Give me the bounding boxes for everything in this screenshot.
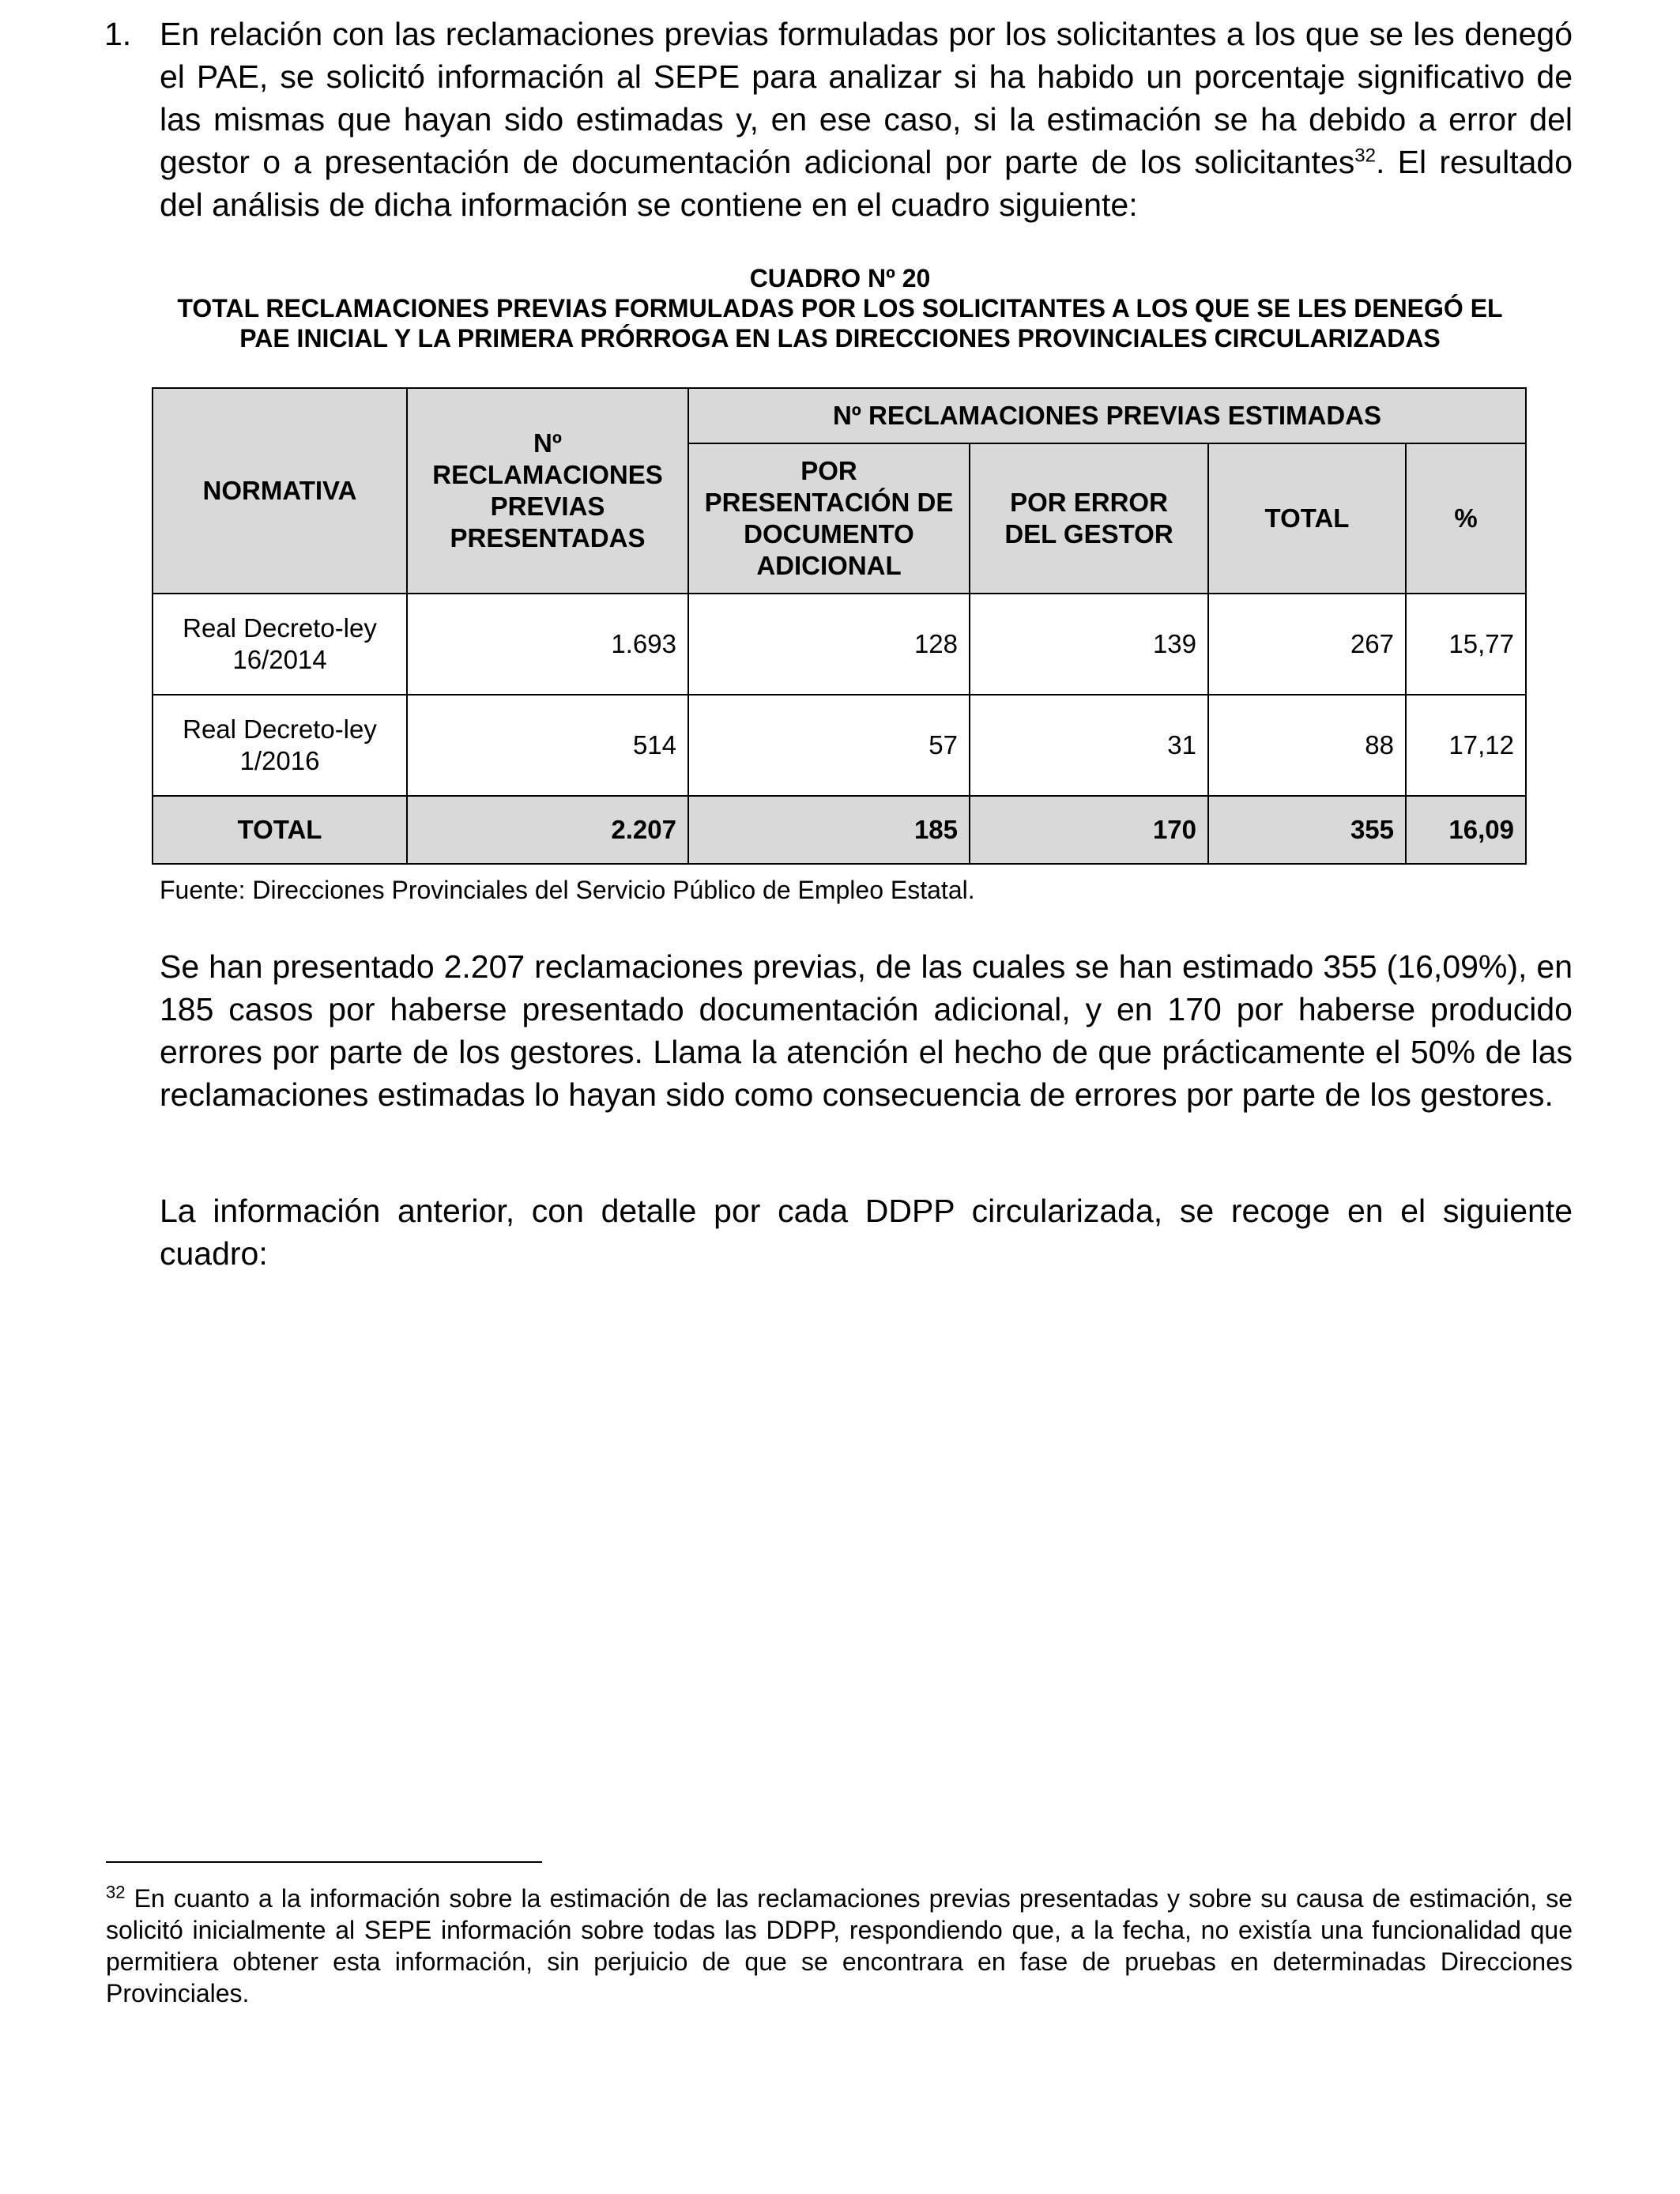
data-table <box>152 387 1527 865</box>
cell-total-total: 355 <box>1208 796 1406 864</box>
total-row <box>153 796 1526 864</box>
intro-text-end: . El resultado del análisis de dicha información se contiene en el cuadro siguiente: <box>160 144 1573 223</box>
cell-normativa: Real Decreto-ley 1/2016 <box>153 695 407 796</box>
header-por-documento: POR PRESENTACIÓN DE DOCUMENTO ADICIONAL <box>688 443 970 594</box>
cell-total-por-documento: 185 <box>688 796 970 864</box>
cell-por-error: 31 <box>970 695 1208 796</box>
cell-por-documento: 128 <box>688 594 970 695</box>
cell-total: 88 <box>1208 695 1406 796</box>
footnote-divider <box>106 1861 542 1863</box>
cell-total-presentadas: 2.207 <box>407 796 688 864</box>
cell-presentadas: 514 <box>407 695 688 796</box>
footnote-text: En cuanto a la información sobre la estimación de las reclamaciones previas presentadas y sobre su causa de estimación, se solicitó inicialmente al SEPE información sobre todas las DDPP, respondiendo que, a la fecha, no existía una funcionalidad que permitiera obtener esta información, sin perjuicio de que se encontrara en fase de pruebas en determinadas Direcciones Provinciales. <box>106 1884 1573 2007</box>
header-porcentaje: % <box>1406 443 1526 594</box>
table-title-line-2: PAE INICIAL Y LA PRIMERA PRÓRROGA EN LAS DIRECCIONES PROVINCIALES CIRCULARIZADAS <box>239 324 1441 352</box>
table-title-line-1: TOTAL RECLAMACIONES PREVIAS FORMULADAS POR LOS SOLICITANTES A LOS QUE SE LES DENEGÓ EL <box>177 294 1503 322</box>
cell-total-por-error: 170 <box>970 796 1208 864</box>
list-number: 1. <box>104 16 132 52</box>
header-normativa: NORMATIVA <box>153 388 407 594</box>
cell-porcentaje: 15,77 <box>1406 594 1526 695</box>
table-source: Fuente: Direcciones Provinciales del Servicio Público de Empleo Estatal. <box>160 876 975 904</box>
table-number: CUADRO Nº 20 <box>749 264 931 292</box>
summary-paragraph: Se han presentado 2.207 reclamaciones previas, de las cuales se han estimado 355 (16,09%), en 185 casos por haberse presentado documentación adicional, y en 170 por haberse producido errores por parte de los gestores. Llama la atención el hecho de que prácticamente el 50% de las reclamaciones estimadas lo hayan sido como consecuencia de errores por parte de los gestores. <box>160 948 1573 1113</box>
footnote-reference[interactable]: 32 <box>1354 145 1376 167</box>
cell-total-label: TOTAL <box>153 796 407 864</box>
intro-paragraph <box>104 13 1573 226</box>
table-row <box>153 695 1526 796</box>
footnote <box>106 1883 1573 2009</box>
cell-presentadas: 1.693 <box>407 594 688 695</box>
table-row <box>153 594 1526 695</box>
cell-porcentaje: 17,12 <box>1406 695 1526 796</box>
cell-por-documento: 57 <box>688 695 970 796</box>
header-row-1 <box>153 388 1526 443</box>
cell-total-porcentaje: 16,09 <box>1406 796 1526 864</box>
next-table-paragraph: La información anterior, con detalle por cada DDPP circularizada, se recoge en el siguiente cuadro: <box>160 1193 1573 1272</box>
intro-text: En relación con las reclamaciones previas formuladas por los solicitantes a los que se les denegó el PAE, se solicitó información al SEPE para analizar si ha habido un porcentaje significativo de las mismas que hayan sido estimadas y, en ese caso, si la estimación se ha debido a error del gestor o a presentación de documentación adicional por parte de los solicitantes <box>160 16 1573 180</box>
footnote-number: 32 <box>106 1882 126 1902</box>
table-caption <box>95 263 1585 353</box>
header-estimadas-group: Nº RECLAMACIONES PREVIAS ESTIMADAS <box>688 388 1526 443</box>
cell-normativa: Real Decreto-ley 16/2014 <box>153 594 407 695</box>
cell-por-error: 139 <box>970 594 1208 695</box>
cell-total: 267 <box>1208 594 1406 695</box>
header-total: TOTAL <box>1208 443 1406 594</box>
header-por-error: POR ERROR DEL GESTOR <box>970 443 1208 594</box>
header-presentadas: Nº RECLAMACIONES PREVIAS PRESENTADAS <box>407 388 688 594</box>
